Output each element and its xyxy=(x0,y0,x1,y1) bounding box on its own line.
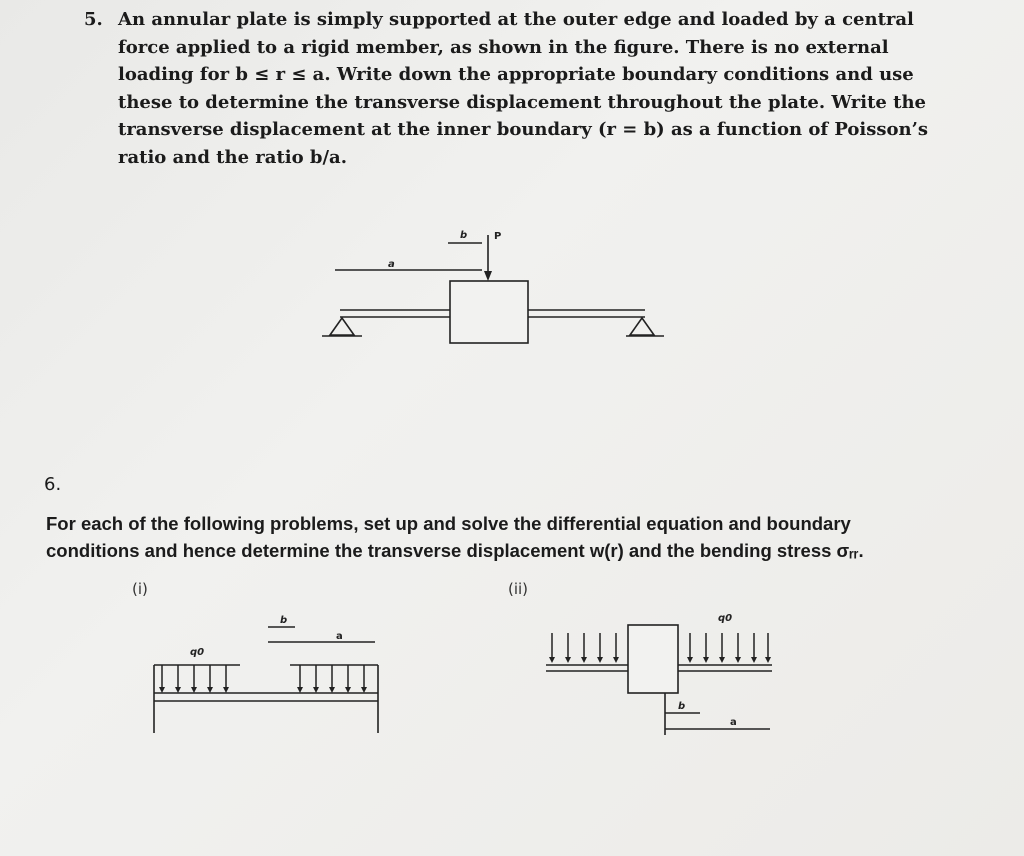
load-arrow-head xyxy=(703,657,709,663)
load-arrow-head xyxy=(565,657,571,663)
case-ii-label-q0: q0 xyxy=(718,613,733,624)
load-arrow-head xyxy=(297,687,303,693)
rigid-member xyxy=(450,281,528,343)
case-i-label-a: a xyxy=(336,631,343,642)
load-arrow-head xyxy=(313,687,319,693)
problem-5-line: loading for b ≤ r ≤ a. Write down the appropriate boundary conditions and use xyxy=(118,64,914,85)
problem-5-figure xyxy=(300,215,700,375)
load-arrow-head xyxy=(345,687,351,693)
case-ii-label-b: b xyxy=(678,701,686,712)
problem-6-line: For each of the following problems, set up and solve the differential equation and boundary xyxy=(46,513,851,534)
load-arrow-head xyxy=(735,657,741,663)
load-arrow-head xyxy=(765,657,771,663)
load-arrow-head xyxy=(207,687,213,693)
load-arrow-head xyxy=(581,657,587,663)
load-arrow-head xyxy=(687,657,693,663)
load-arrow-head xyxy=(597,657,603,663)
problem-5-line: these to determine the transverse displacement throughout the plate. Write the xyxy=(118,91,926,113)
load-arrow-head xyxy=(549,657,555,663)
load-arrow-head xyxy=(751,657,757,663)
figure-label-P: P xyxy=(494,231,502,242)
problem-5-line: An annular plate is simply supported at the outer edge and loaded by a central xyxy=(118,9,914,30)
problem-5-line: transverse displacement at the inner boundary (r = b) as a function of Poisson’s xyxy=(118,119,928,140)
rigid-member-ii xyxy=(628,625,678,693)
case-ii-label: (ii) xyxy=(508,580,529,598)
case-i-label-b: b xyxy=(280,615,288,626)
load-arrow-head xyxy=(159,687,165,693)
problem-5-number: 5. xyxy=(84,9,103,30)
figure-label-a: a xyxy=(388,259,395,270)
distributed-load-arrows-i xyxy=(159,665,367,693)
case-ii-label-a: a xyxy=(730,717,737,728)
problem-5 xyxy=(84,6,928,171)
load-arrow-head xyxy=(191,687,197,693)
case-ii-figure xyxy=(540,605,790,745)
problem-5-line: force applied to a rigid member, as shown in the figure. There is no external xyxy=(118,36,889,58)
load-arrow-head xyxy=(175,687,181,693)
load-arrow-head xyxy=(223,687,229,693)
right-support xyxy=(630,318,654,335)
problem-6-text xyxy=(46,510,906,564)
load-arrow-head xyxy=(361,687,367,693)
problem-5-text xyxy=(118,6,928,171)
case-i-figure xyxy=(140,605,400,745)
load-arrow-head xyxy=(719,657,725,663)
case-i-label: (i) xyxy=(132,580,148,598)
figure-label-b: b xyxy=(460,230,468,241)
problem-6-line: conditions and hence determine the transverse displacement w(r) and the bending stress σᵣᵣ. xyxy=(46,540,864,561)
load-arrow-head xyxy=(613,657,619,663)
load-arrow-head xyxy=(329,687,335,693)
case-i-label-q0: q0 xyxy=(190,647,205,658)
problem-6-number: 6. xyxy=(44,474,62,495)
problem-5-line: ratio and the ratio b/a. xyxy=(118,146,347,168)
left-support xyxy=(330,318,354,335)
